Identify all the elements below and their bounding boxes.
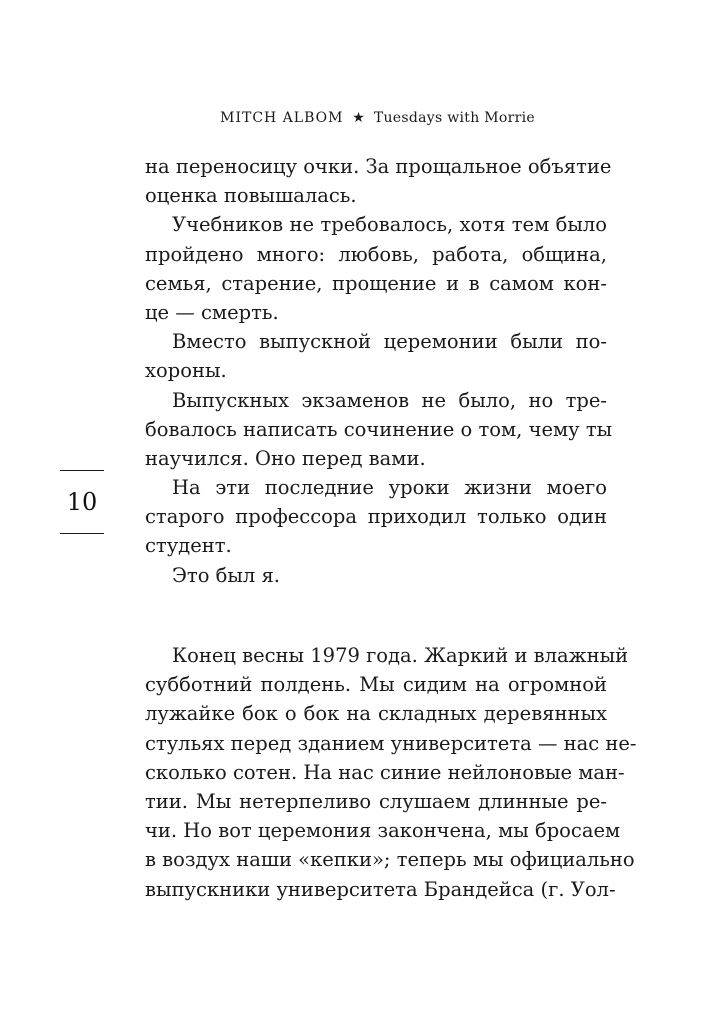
text-line: тии. Мы нетерпеливо слушаем длинные ре- <box>145 789 607 813</box>
text-line: Выпускных экзаменов не было, но тре- <box>172 388 607 412</box>
text-line: Конец весны 1979 года. Жаркий и влажный <box>172 644 629 667</box>
text-line: хороны. <box>145 359 227 383</box>
header-book-title: Tuesdays with Morrie <box>373 110 535 126</box>
text-line: чи. Но вот церемония закончена, мы бросаем <box>145 819 621 843</box>
text-line: научился. Оно перед вами. <box>145 446 426 470</box>
text-line: студент. <box>145 534 232 558</box>
text-line: сколько сотен. На нас синие нейлоновые ман- <box>145 760 625 784</box>
text-line: старого профессора приходил только один <box>145 505 607 529</box>
text-line: лужайке бок о бок на складных деревянных <box>145 702 607 726</box>
text-line: субботний полдень. Мы сидим на огромной <box>145 673 607 697</box>
text-line: стульях перед зданием университета — нас не- <box>145 731 637 755</box>
running-header <box>145 110 535 126</box>
text-line: пройдено много: любовь, работа, община, <box>145 242 607 266</box>
text-line: Вместо выпускной церемонии были по- <box>172 330 607 354</box>
text-line: выпускники университета Брандейса (г. Уол- <box>145 877 616 901</box>
star-separator-icon: ★ <box>352 110 366 126</box>
page-number: 10 <box>60 470 104 534</box>
text-line: це — смерть. <box>145 300 279 324</box>
text-line: Это был я. <box>172 563 280 587</box>
text-line: Учебников не требовалось, хотя тем было <box>172 213 607 237</box>
text-line: в воздух наши «кепки»; теперь мы официально <box>145 848 635 872</box>
text-line: семья, старение, прощение и в самом кон- <box>145 271 607 295</box>
text-line: на переносицу очки. За прощальное объятие <box>145 155 612 178</box>
text-section-2 <box>145 641 637 904</box>
header-author: MITCH ALBOM <box>220 110 344 126</box>
text-line: оценка повышалась. <box>145 184 357 208</box>
text-section-1 <box>145 152 613 590</box>
text-line: На эти последние уроки жизни моего <box>172 476 607 500</box>
text-line: бовалось написать сочинение о том, чему ты <box>145 417 613 441</box>
